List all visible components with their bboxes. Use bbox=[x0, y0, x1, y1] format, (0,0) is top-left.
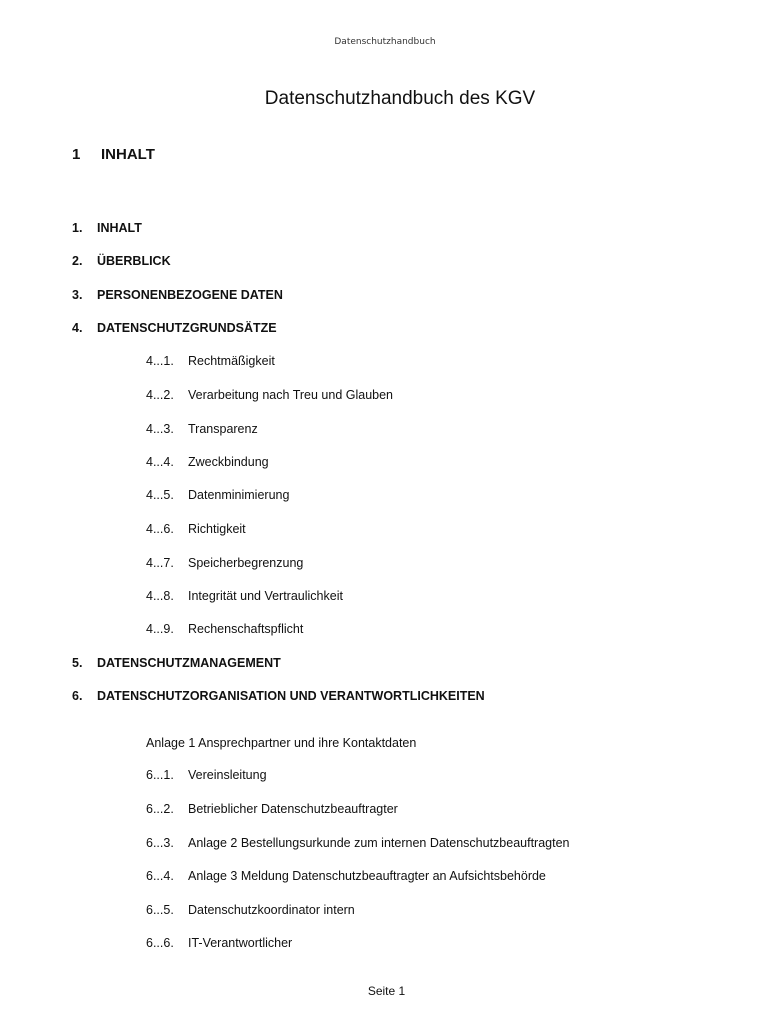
toc-entry-number: 6...3. bbox=[146, 836, 174, 850]
toc-entry-label: Integrität und Vertraulichkeit bbox=[188, 589, 343, 603]
section-heading-number: 1 bbox=[72, 146, 81, 163]
toc-entry-number: 6...2. bbox=[146, 802, 174, 816]
toc-entry-3 bbox=[72, 288, 283, 302]
toc-entry-number: 6...1. bbox=[146, 768, 174, 782]
toc-entry-number: 4. bbox=[72, 321, 83, 335]
running-header: Datenschutzhandbuch bbox=[334, 37, 436, 47]
toc-entry-label: Anlage 3 Meldung Datenschutzbeauftragter an Aufsichtsbehörde bbox=[188, 869, 546, 883]
document-title: Datenschutzhandbuch des KGV bbox=[264, 88, 536, 109]
toc-entry-1 bbox=[72, 221, 142, 235]
toc-entry-number: 4...2. bbox=[146, 388, 174, 402]
toc-entry-4-6 bbox=[146, 522, 246, 536]
toc-entry-4-9 bbox=[146, 622, 303, 636]
page-number: Seite 1 bbox=[367, 984, 406, 998]
toc-entry-label: DATENSCHUTZORGANISATION UND VERANTWORTLICHKEITEN bbox=[97, 689, 485, 703]
toc-entry-label: PERSONENBEZOGENE DATEN bbox=[97, 288, 283, 302]
toc-entry-4-2 bbox=[146, 388, 393, 402]
toc-entry-6-6 bbox=[146, 936, 292, 950]
toc-entry-number: 6...5. bbox=[146, 903, 174, 917]
toc-entry-4-8 bbox=[146, 589, 343, 603]
toc-entry-label: Datenschutzkoordinator intern bbox=[188, 903, 355, 917]
toc-entry-number: 6...6. bbox=[146, 936, 174, 950]
toc-entry-number: 2. bbox=[72, 254, 83, 268]
toc-entry-label: Betrieblicher Datenschutzbeauftragter bbox=[188, 802, 398, 816]
toc-entry-label: Rechtmäßigkeit bbox=[188, 354, 275, 368]
toc-entry-label: IT-Verantwortlicher bbox=[188, 936, 293, 950]
toc-entry-label: Speicherbegrenzung bbox=[188, 556, 304, 570]
toc-entry-6-4 bbox=[146, 869, 546, 883]
section-heading bbox=[72, 146, 155, 163]
toc-entry-4-5 bbox=[146, 488, 289, 502]
toc-entry-number: 4...7. bbox=[146, 556, 174, 570]
toc-entry-label: Rechenschaftspflicht bbox=[188, 622, 304, 636]
toc-entry-6-1 bbox=[146, 768, 267, 782]
toc-entry-6-3 bbox=[146, 836, 570, 850]
toc-entry-label: Verarbeitung nach Treu und Glauben bbox=[188, 388, 394, 402]
toc-entry-label: ÜBERBLICK bbox=[97, 254, 171, 268]
toc-entry-label: DATENSCHUTZGRUNDSÄTZE bbox=[97, 321, 277, 335]
toc-entry-6 bbox=[72, 689, 485, 703]
toc-entry-6-5 bbox=[146, 903, 355, 917]
toc-entry-label: Richtigkeit bbox=[188, 522, 246, 536]
toc-entry-number: 4...1. bbox=[146, 354, 174, 368]
toc-entry-number: 4...8. bbox=[146, 589, 174, 603]
toc-entry-label: INHALT bbox=[97, 221, 142, 235]
toc-entry-label: Anlage 1 Ansprechpartner und ihre Kontaktdaten bbox=[146, 736, 417, 750]
toc-entry-number: 3. bbox=[72, 288, 83, 302]
toc-entry-4-7 bbox=[146, 556, 303, 570]
toc-entry-number: 6...4. bbox=[146, 869, 174, 883]
toc-entry-number: 4...4. bbox=[146, 455, 174, 469]
toc-entry-label: DATENSCHUTZMANAGEMENT bbox=[97, 656, 281, 670]
toc-entry-number: 4...5. bbox=[146, 488, 174, 502]
toc-entry-number: 4...6. bbox=[146, 522, 174, 536]
toc-entry-number: 1. bbox=[72, 221, 83, 235]
toc-entry-number: 4...3. bbox=[146, 422, 174, 436]
toc-entry-number: 4...9. bbox=[146, 622, 174, 636]
toc-entry-annex-1 bbox=[146, 736, 416, 750]
toc-entry-4-4 bbox=[146, 455, 269, 469]
toc-entry-label: Vereinsleitung bbox=[188, 768, 267, 782]
toc-entry-number: 5. bbox=[72, 656, 83, 670]
toc-entry-4-1 bbox=[146, 354, 275, 368]
toc-entry-4-3 bbox=[146, 422, 258, 436]
toc-entry-label: Zweckbindung bbox=[188, 455, 269, 469]
toc-entry-label: Transparenz bbox=[188, 422, 258, 436]
toc-entry-2 bbox=[72, 254, 171, 268]
toc-entry-6-2 bbox=[146, 802, 398, 816]
toc-entry-number: 6. bbox=[72, 689, 83, 703]
toc-entry-4 bbox=[72, 321, 277, 335]
toc-entry-label: Datenminimierung bbox=[188, 488, 290, 502]
section-heading-label: INHALT bbox=[101, 146, 155, 163]
toc-entry-label: Anlage 2 Bestellungsurkunde zum internen Datenschutzbeauftragten bbox=[188, 836, 570, 850]
toc-entry-5 bbox=[72, 656, 281, 670]
